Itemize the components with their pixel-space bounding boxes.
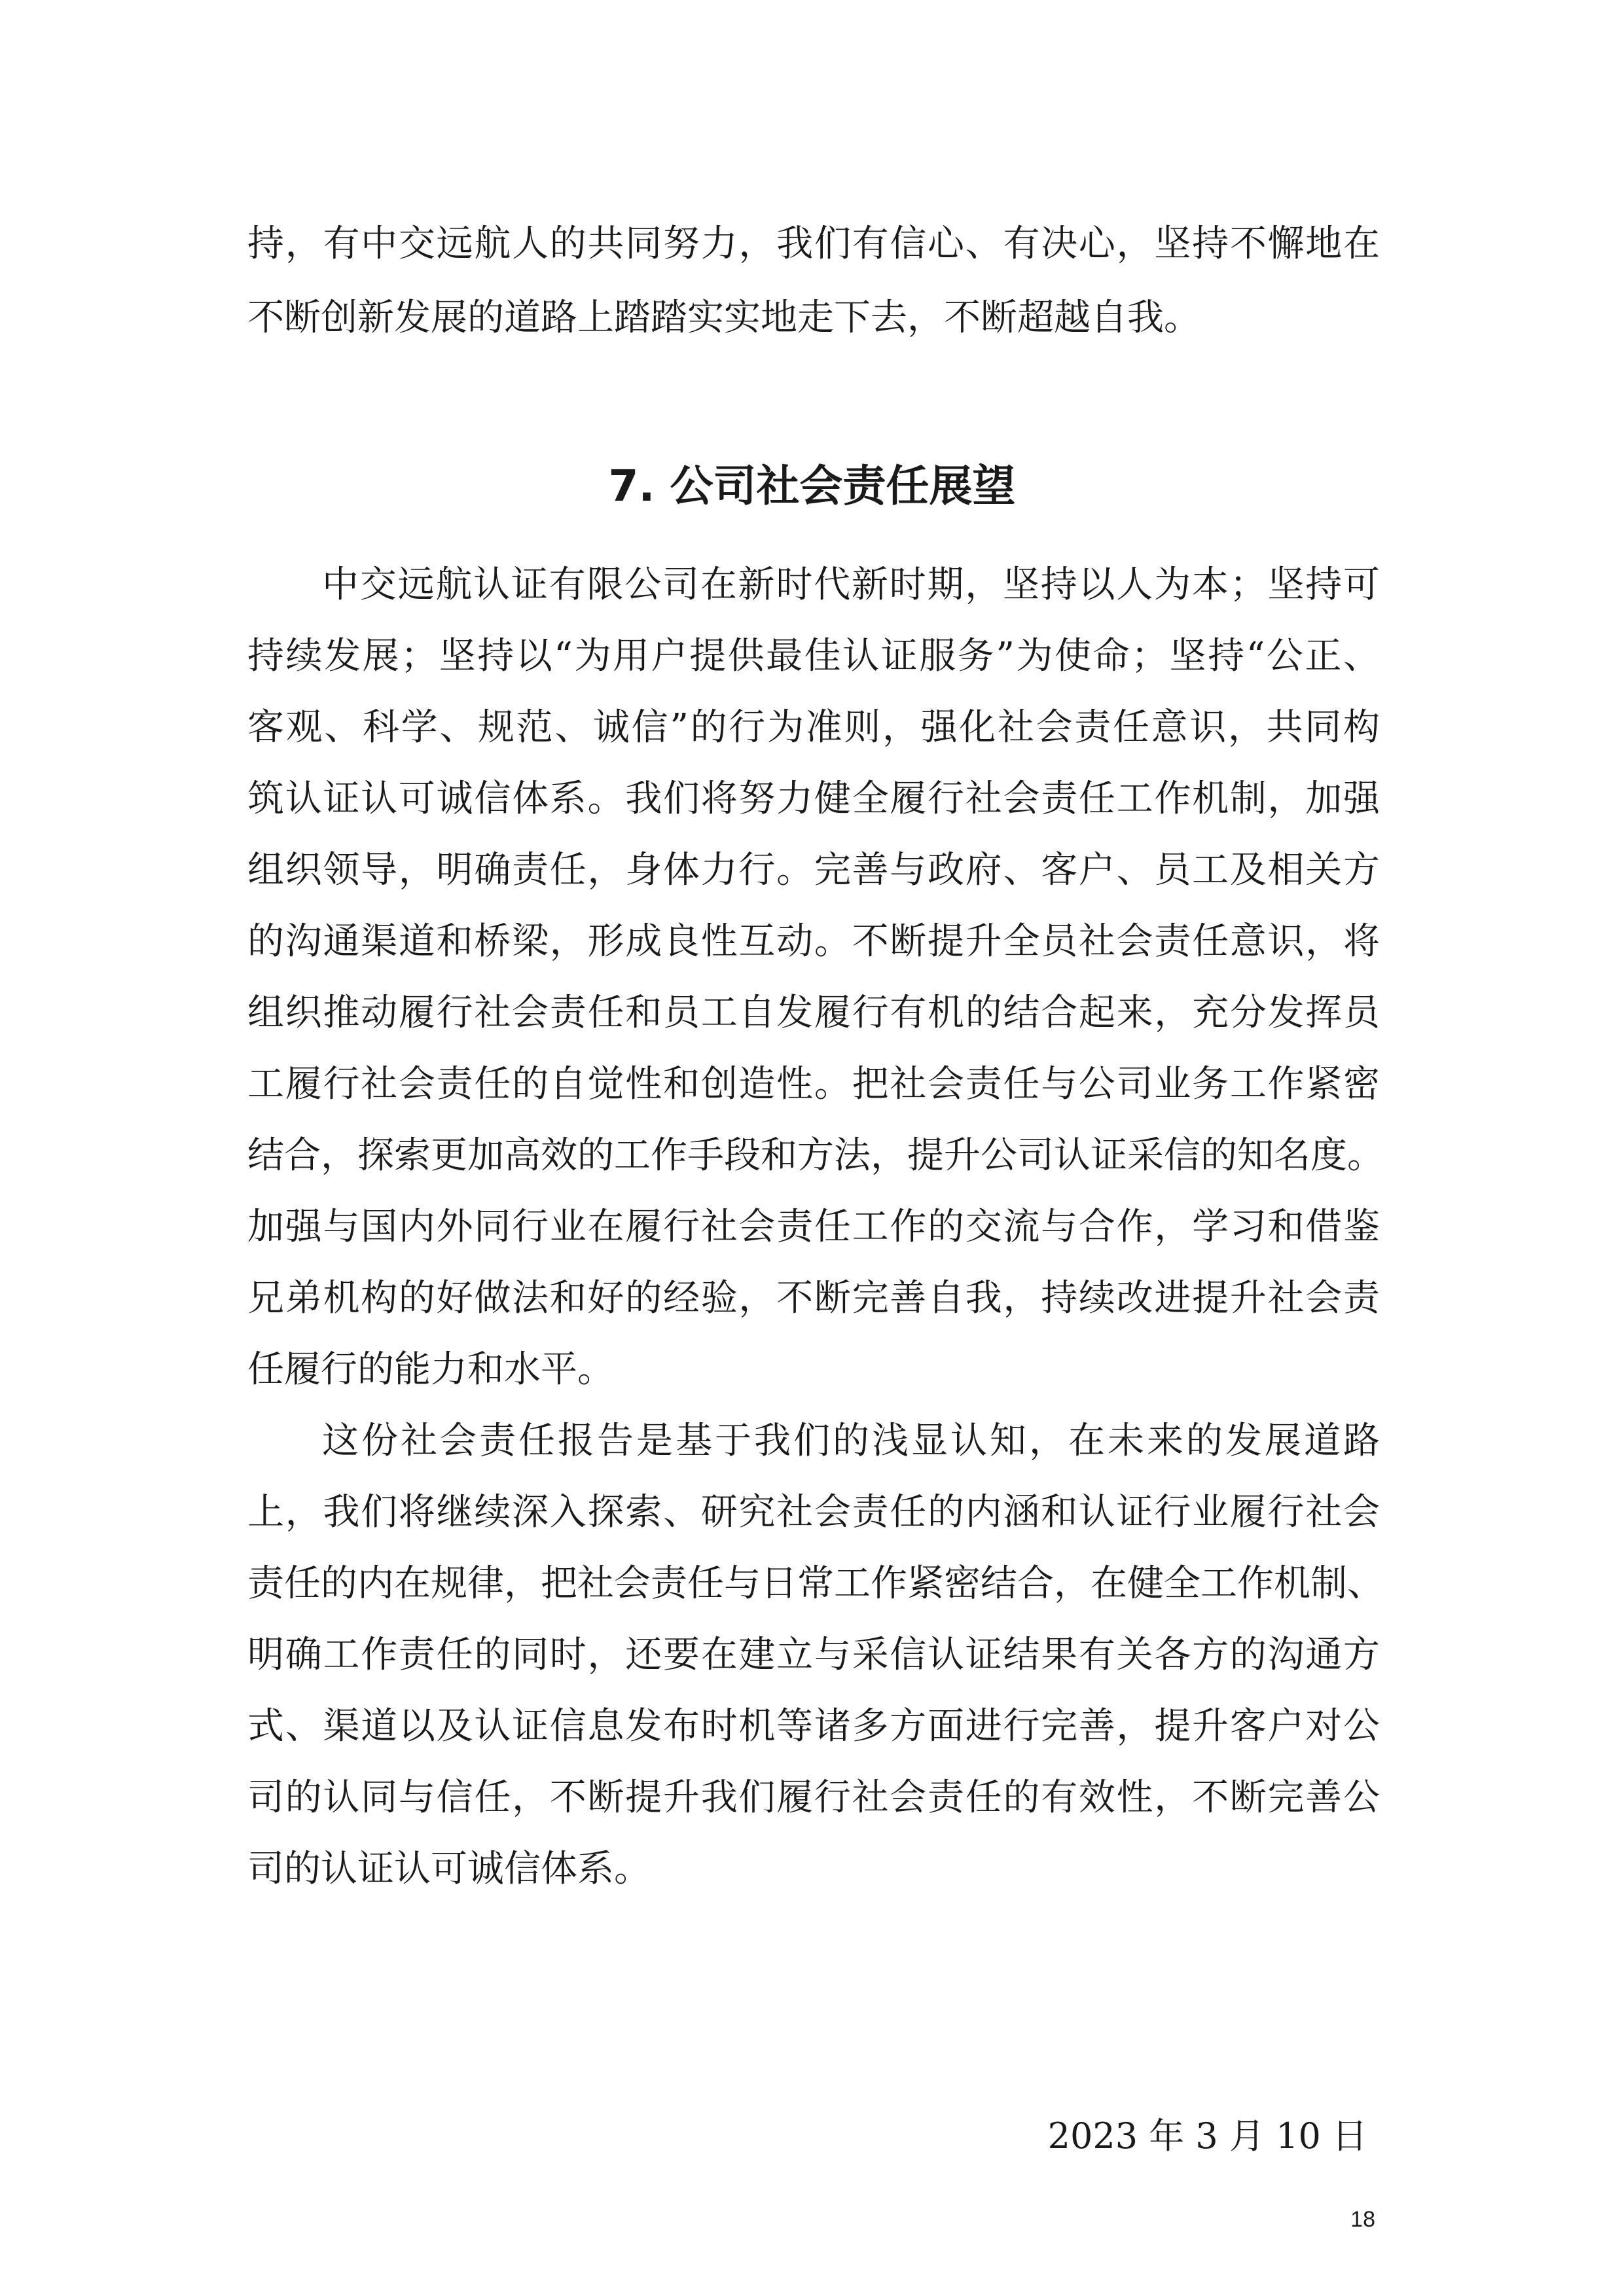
text-line: 持，有中交远航人的共同努力，我们有信心、有决心，坚持不懈地在 <box>247 223 1380 265</box>
text-line: 持续发展；坚持以“为用户提供最佳认证服务”为使命；坚持“公正、 <box>247 635 1380 677</box>
text-line: 工履行社会责任的自觉性和创造性。把社会责任与公司业务工作紧密 <box>247 1063 1380 1105</box>
text-line: 司的认证认可诚信体系。 <box>247 1848 651 1890</box>
text-line: 上，我们将继续深入探索、研究社会责任的内涵和认证行业履行社会 <box>247 1491 1380 1534</box>
text-line: 组织领导，明确责任，身体力行。完善与政府、客户、员工及相关方 <box>247 849 1380 891</box>
text-line: 筑认证认可诚信体系。我们将努力健全履行社会责任工作机制，加强 <box>247 778 1380 820</box>
text-line: 中交远航认证有限公司在新时代新时期，坚持以人为本；坚持可 <box>322 564 1380 606</box>
text-line: 客观、科学、规范、诚信”的行为准则，强化社会责任意识，共同构 <box>247 706 1380 749</box>
text-line: 式、渠道以及认证信息发布时机等诸多方面进行完善，提升客户对公 <box>247 1705 1380 1748</box>
section-heading: 7. 公司社会责任展望 <box>608 461 1016 511</box>
text-line: 这份社会责任报告是基于我们的浅显认知，在未来的发展道路 <box>322 1420 1380 1462</box>
text-line: 司的认同与信任，不断提升我们履行社会责任的有效性，不断完善公 <box>247 1776 1380 1819</box>
text-line: 明确工作责任的同时，还要在建立与采信认证结果有关各方的沟通方 <box>247 1634 1380 1676</box>
report-date: 2023 年 3 月 10 日 <box>1047 2115 1367 2157</box>
text-line: 结合，探索更加高效的工作手段和方法，提升公司认证采信的知名度。 <box>247 1134 1384 1177</box>
text-line: 任履行的能力和水平。 <box>247 1348 614 1391</box>
text-line: 不断创新发展的道路上踏踏实实地走下去，不断超越自我。 <box>247 296 1200 339</box>
page-number: 18 <box>1350 2207 1375 2232</box>
text-line: 加强与国内外同行业在履行社会责任工作的交流与合作，学习和借鉴 <box>247 1206 1380 1248</box>
text-line: 责任的内在规律，把社会责任与日常工作紧密结合，在健全工作机制、 <box>247 1562 1384 1605</box>
text-line: 兄弟机构的好做法和好的经验，不断完善自我，持续改进提升社会责 <box>247 1277 1380 1319</box>
text-line: 的沟通渠道和桥梁，形成良性互动。不断提升全员社会责任意识，将 <box>247 920 1380 963</box>
text-line: 组织推动履行社会责任和员工自发履行有机的结合起来，充分发挥员 <box>247 992 1380 1034</box>
